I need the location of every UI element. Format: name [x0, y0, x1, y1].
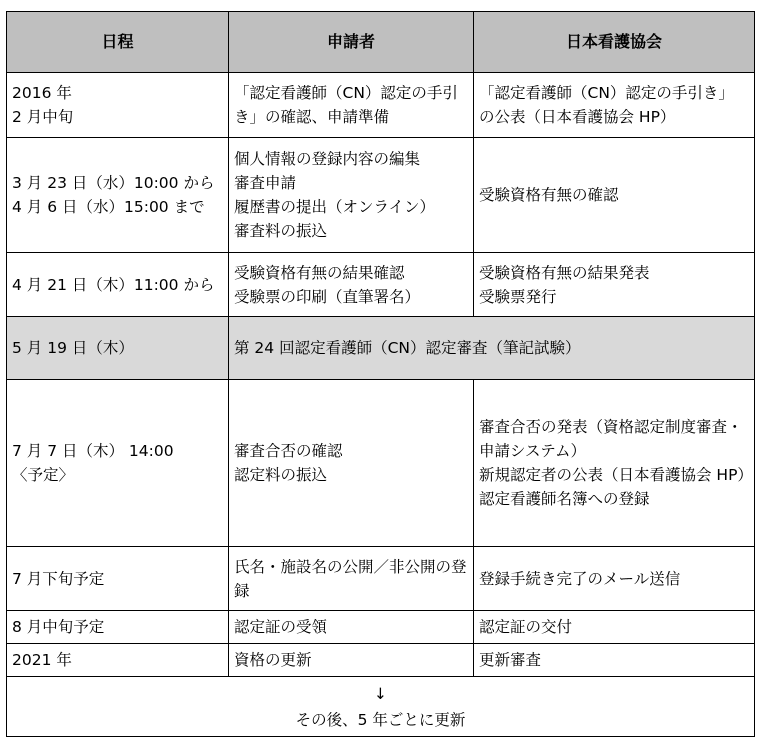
applicant-cell: [229, 547, 474, 611]
applicant-cell: [229, 644, 474, 677]
date-cell: [7, 380, 229, 547]
date-line: 5 月 19 日（木）: [12, 339, 134, 357]
association-line: 「認定看護師（CN）認定の手引き」の公表（日本看護協会 HP）: [479, 84, 734, 126]
date-cell: [7, 253, 229, 317]
association-line: 受験票発行: [479, 287, 557, 306]
table-row: [7, 380, 755, 547]
applicant-line: 個人情報の登録内容の編集: [234, 150, 421, 168]
association-cell: [474, 611, 755, 644]
date-cell: [7, 317, 229, 380]
header-applicant: 申請者: [229, 12, 474, 73]
header-association: 日本看護協会: [474, 12, 755, 73]
table-row: [7, 547, 755, 611]
table-row-exam: [7, 317, 755, 380]
date-line: 2016 年: [12, 84, 72, 102]
applicant-cell: [229, 73, 474, 138]
association-cell: [474, 380, 755, 547]
exam-text: 第 24 回認定看護師（CN）認定審査（筆記試験）: [234, 339, 581, 357]
applicant-line: 審査申請: [234, 174, 297, 192]
association-line: 審査合否の発表（資格認定制度審査・申請システム）: [479, 418, 743, 460]
date-cell: [7, 73, 229, 138]
applicant-cell: [229, 380, 474, 547]
date-cell: [7, 644, 229, 677]
applicant-line: 履歴書の提出（オンライン）: [234, 198, 436, 216]
table-row: [7, 611, 755, 644]
association-cell: [474, 644, 755, 677]
applicant-line: 認定証の受領: [234, 618, 328, 636]
applicant-line: 受験票の印刷（直筆署名）: [234, 287, 421, 306]
association-cell: [474, 253, 755, 317]
applicant-line: 氏名・施設名の公開／非公開の登録: [234, 557, 467, 600]
applicant-line: 受験資格有無の結果確認: [234, 263, 405, 282]
applicant-line: 審査料の振込: [234, 222, 328, 240]
header-row: [7, 12, 755, 73]
date-cell: [7, 611, 229, 644]
date-cell: [7, 138, 229, 253]
applicant-line: 資格の更新: [234, 651, 312, 669]
association-line: 認定証の交付: [479, 618, 573, 636]
footer-text: その後、5 年ごとに更新: [295, 710, 466, 729]
association-line: 登録手続き完了のメール送信: [479, 569, 681, 588]
footer-cell: [7, 677, 755, 737]
association-cell: [474, 547, 755, 611]
date-line: 8 月中旬予定: [12, 618, 105, 636]
header-date: 日程: [7, 12, 229, 73]
applicant-cell: [229, 611, 474, 644]
footer-row: [7, 677, 755, 737]
table-row: [7, 138, 755, 253]
association-line: 受験資格有無の結果発表: [479, 263, 650, 282]
merged-cell: [229, 317, 755, 380]
table-row: [7, 644, 755, 677]
association-cell: [474, 138, 755, 253]
date-line: 2021 年: [12, 651, 72, 669]
date-line: 3 月 23 日（水）10:00 から: [12, 174, 215, 192]
table-row: [7, 73, 755, 138]
association-line: 新規認定者の公表（日本看護協会 HP）: [479, 466, 753, 484]
date-line: 4 月 21 日（木）11:00 から: [12, 275, 215, 294]
schedule-table: [6, 11, 755, 737]
down-arrow-icon: ↓: [374, 684, 387, 703]
association-line: 認定看護師名簿への登録: [479, 490, 650, 508]
date-line: 〈予定〉: [12, 466, 75, 484]
applicant-line: 認定料の振込: [234, 466, 328, 484]
date-line: 4 月 6 日（水）15:00 まで: [12, 198, 205, 216]
date-line: 7 月 7 日（木） 14:00: [12, 442, 174, 460]
applicant-cell: [229, 253, 474, 317]
applicant-cell: [229, 138, 474, 253]
applicant-line: 「認定看護師（CN）認定の手引き」の確認、申請準備: [234, 84, 458, 126]
date-line: 7 月下旬予定: [12, 569, 105, 588]
date-cell: [7, 547, 229, 611]
date-line: 2 月中旬: [12, 108, 74, 126]
association-cell: [474, 73, 755, 138]
association-line: 受験資格有無の確認: [479, 186, 619, 204]
association-line: 更新審査: [479, 651, 542, 669]
table-row: [7, 253, 755, 317]
applicant-line: 審査合否の確認: [234, 442, 343, 460]
